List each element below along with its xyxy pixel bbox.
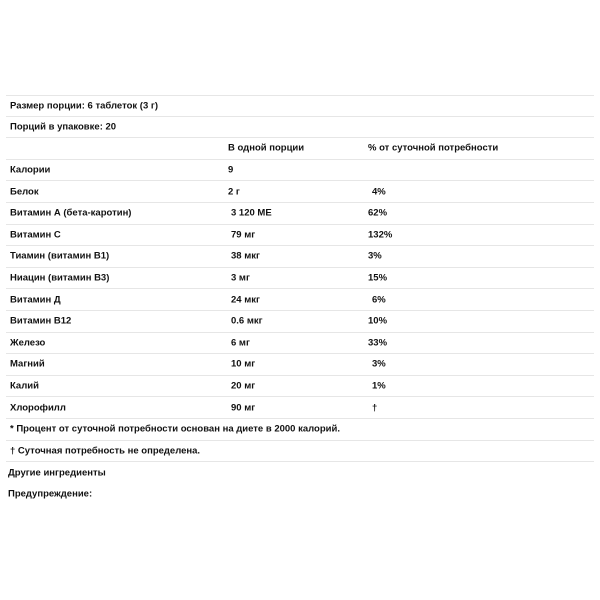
nutrient-amount: 0.6 мкг bbox=[231, 315, 263, 327]
nutrient-name: Калий bbox=[10, 380, 39, 392]
warning-row bbox=[6, 484, 594, 506]
table-row bbox=[6, 376, 594, 398]
other-ingredients-row bbox=[6, 462, 594, 484]
table-row bbox=[6, 160, 594, 182]
nutrient-amount: 10 мг bbox=[231, 358, 256, 370]
serving-size: Размер порции: 6 таблеток (3 г) bbox=[10, 100, 159, 112]
footnote-not-established: † Суточная потребность не определена. bbox=[10, 445, 201, 457]
nutrient-amount: 38 мкг bbox=[231, 250, 260, 262]
other-ingredients-heading: Другие ингредиенты bbox=[8, 467, 106, 479]
nutrient-daily-value: 62% bbox=[368, 207, 388, 219]
nutrient-daily-value: 4% bbox=[372, 186, 386, 198]
nutrient-amount: 3 мг bbox=[231, 272, 250, 284]
nutrient-amount: 6 мг bbox=[231, 337, 250, 349]
nutrient-daily-value: 3% bbox=[372, 358, 386, 370]
nutrient-amount: 90 мг bbox=[231, 402, 256, 414]
column-header-daily-value: % от суточной потребности bbox=[368, 142, 499, 154]
nutrient-name: Магний bbox=[10, 358, 45, 370]
nutrient-amount: 79 мг bbox=[231, 229, 256, 241]
supplement-facts-panel bbox=[6, 95, 594, 505]
nutrient-daily-value: † bbox=[372, 402, 378, 414]
nutrient-daily-value: 15% bbox=[368, 272, 388, 284]
footnote-daily-value-basis: * Процент от суточной потребности основан на диете в 2000 калорий. bbox=[10, 423, 340, 435]
nutrient-name: Тиамин (витамин В1) bbox=[10, 250, 110, 262]
nutrient-name: Витамин Д bbox=[10, 294, 61, 306]
warning-heading: Предупреждение: bbox=[8, 488, 93, 500]
nutrient-name: Витамин С bbox=[10, 229, 61, 241]
serving-size-row bbox=[6, 95, 594, 117]
nutrient-name: Хлорофилл bbox=[10, 402, 66, 414]
nutrient-amount: 3 120 МЕ bbox=[231, 207, 272, 219]
table-header-row bbox=[6, 138, 594, 160]
nutrient-daily-value: 6% bbox=[372, 294, 386, 306]
nutrient-name: Витамин В12 bbox=[10, 315, 72, 327]
nutrient-amount: 2 г bbox=[228, 186, 240, 198]
servings-per-container: Порций в упаковке: 20 bbox=[10, 121, 117, 133]
table-row bbox=[6, 311, 594, 333]
nutrient-amount: 20 мг bbox=[231, 380, 256, 392]
footnote-row bbox=[6, 441, 594, 463]
table-row bbox=[6, 246, 594, 268]
footnote-row bbox=[6, 419, 594, 441]
nutrient-amount: 24 мкг bbox=[231, 294, 260, 306]
table-row bbox=[6, 397, 594, 419]
table-row bbox=[6, 354, 594, 376]
nutrient-name: Железо bbox=[10, 337, 46, 349]
nutrient-name: Калории bbox=[10, 164, 51, 176]
nutrient-name: Витамин А (бета-каротин) bbox=[10, 207, 132, 219]
table-row bbox=[6, 181, 594, 203]
column-header-per-serving: В одной порции bbox=[228, 142, 305, 154]
nutrient-amount: 9 bbox=[228, 164, 234, 176]
table-row bbox=[6, 225, 594, 247]
nutrient-daily-value: 1% bbox=[372, 380, 386, 392]
servings-per-container-row bbox=[6, 117, 594, 139]
nutrient-daily-value: 132% bbox=[368, 229, 393, 241]
nutrient-daily-value: 33% bbox=[368, 337, 388, 349]
table-row bbox=[6, 289, 594, 311]
nutrient-name: Ниацин (витамин В3) bbox=[10, 272, 110, 284]
nutrient-name: Белок bbox=[10, 186, 39, 198]
table-row bbox=[6, 268, 594, 290]
table-row bbox=[6, 203, 594, 225]
nutrient-daily-value: 3% bbox=[368, 250, 382, 262]
nutrient-daily-value: 10% bbox=[368, 315, 388, 327]
table-row bbox=[6, 333, 594, 355]
